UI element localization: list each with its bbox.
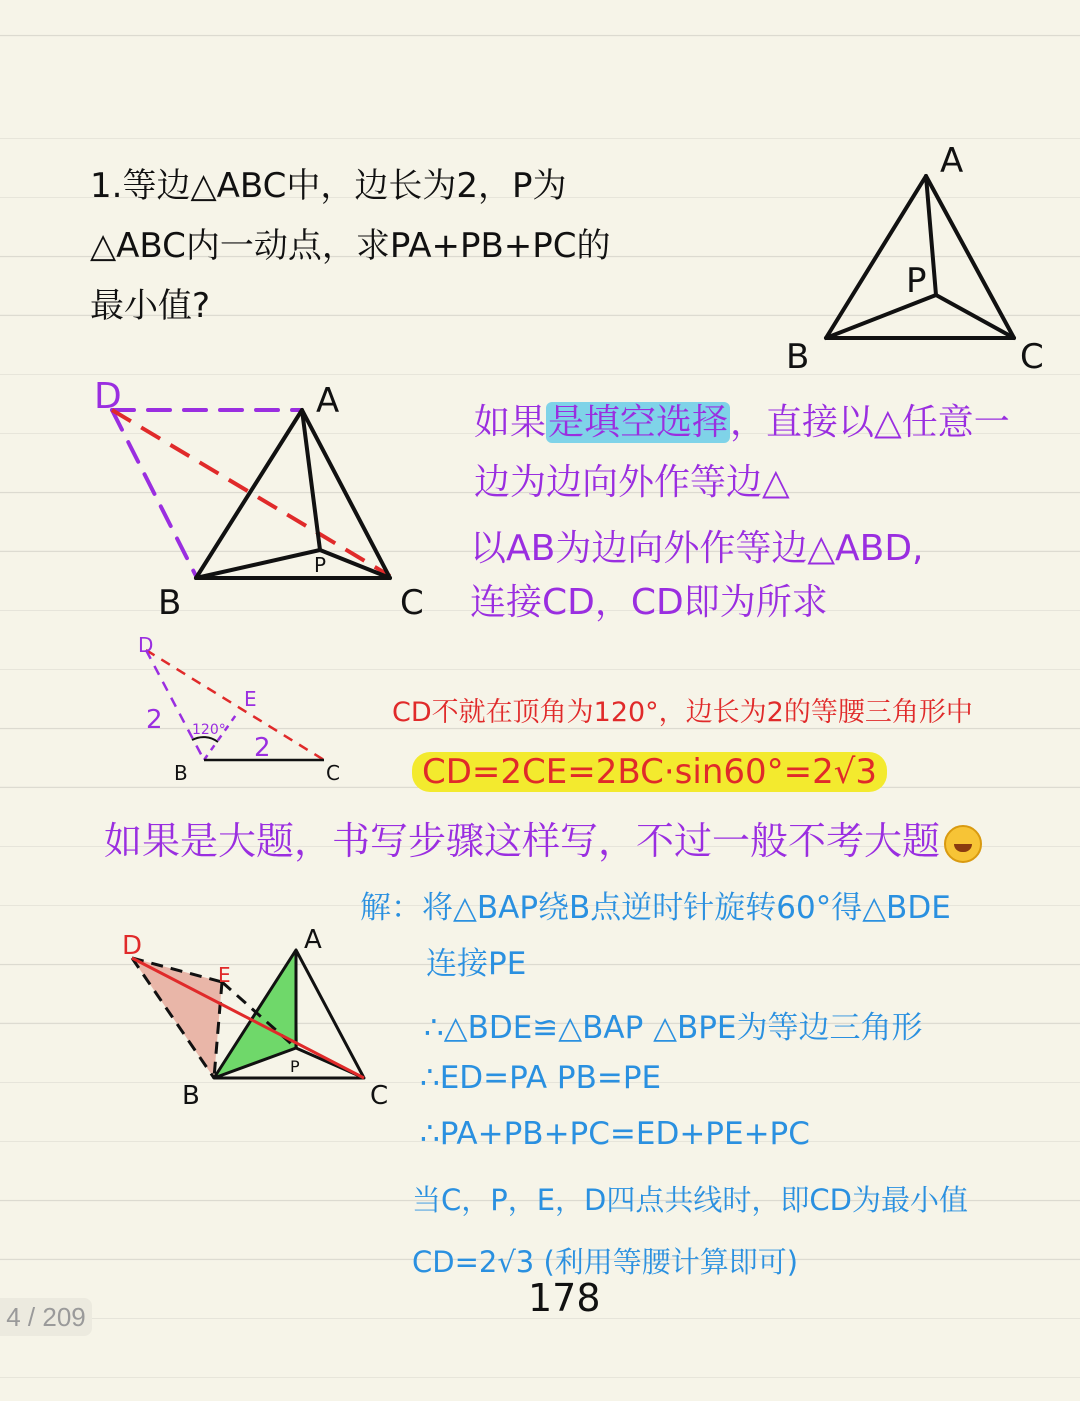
- tip-line-3: 以AB为边向外作等边△ABD,: [470, 528, 924, 569]
- solution-line-3: ∴△BDE≌△BAP △BPE为等边三角形: [424, 1010, 923, 1046]
- solution-line-7: CD=2√3 (利用等腰计算即可): [412, 1245, 799, 1279]
- big-question-line: [104, 810, 982, 865]
- fig3-label-b: B: [174, 761, 188, 785]
- fig2-label-a: A: [316, 381, 340, 421]
- dashed-dc-small: [146, 650, 324, 760]
- fig4-label-a: A: [304, 925, 322, 955]
- fig2-label-d: D: [94, 376, 122, 417]
- tip-post: ，直接以△任意一: [730, 402, 1010, 443]
- big-question-text: 如果是大题，书写步骤这样写，不过一般不考大题: [104, 819, 941, 863]
- figure-4-rotation: [110, 920, 410, 1120]
- tip-line-4: 连接CD，CD即为所求: [470, 582, 828, 623]
- fig2-label-c: C: [400, 583, 424, 623]
- solution-line-1: 解：将△BAP绕B点逆时针旋转60°得△BDE: [360, 890, 951, 926]
- fig1-label-b: B: [786, 337, 810, 377]
- fig4-label-e: E: [218, 963, 231, 987]
- segment-pb-2: [196, 550, 320, 578]
- problem-line-2: △ABC内一动点，求PA+PB+PC的: [90, 226, 611, 266]
- tip-line-1: [474, 394, 1010, 445]
- tip-pre: 如果: [474, 402, 547, 443]
- fig1-label-a: A: [940, 141, 964, 181]
- fig1-label-c: C: [1020, 337, 1044, 377]
- solution-line-5: ∴PA+PB+PC=ED+PE+PC: [420, 1116, 810, 1152]
- fig4-label-d: D: [122, 931, 143, 961]
- triangle-abc: [826, 176, 1014, 338]
- fig3-side-1: 2: [146, 705, 163, 735]
- figure-2-construction: [90, 370, 450, 623]
- problem-line-3: 最小值?: [90, 286, 211, 326]
- solution-line-2: 连接PE: [426, 946, 527, 982]
- figure-1-triangle: [780, 140, 1060, 380]
- problem-line-1: 1.等边△ABC中，边长为2，P为: [90, 166, 567, 206]
- triangle-abc-2: [196, 410, 390, 578]
- fig2-label-p: P: [314, 553, 327, 577]
- tip-line-2: 边为边向外作等边△: [474, 462, 790, 503]
- page-counter: 4 / 209: [0, 1298, 92, 1336]
- fig3-label-d: D: [138, 633, 154, 657]
- fig3-label-c: C: [326, 761, 340, 785]
- fig3-label-e: E: [244, 687, 257, 711]
- formula-line: [412, 752, 887, 792]
- formula-highlight: CD=2CE=2BC·sin60°=2√3: [412, 752, 887, 792]
- red-note: CD不就在顶角为120°，边长为2的等腰三角形中: [392, 697, 973, 728]
- segment-pb: [826, 295, 936, 338]
- fig3-side-2: 2: [254, 733, 271, 763]
- fig1-label-p: P: [906, 261, 927, 301]
- tip-highlight: 是填空选择: [548, 402, 729, 443]
- laughing-emoji-icon: [944, 825, 982, 863]
- fig4-label-p: P: [290, 1057, 300, 1076]
- fig4-label-b: B: [182, 1081, 200, 1111]
- fig4-label-c: C: [370, 1081, 389, 1111]
- figure-3-isosceles: [130, 630, 360, 790]
- fig3-angle-label: 120°: [192, 722, 226, 738]
- page-number: 178: [528, 1276, 601, 1320]
- fig2-label-b: B: [158, 583, 182, 623]
- solution-line-4: ∴ED=PA PB=PE: [420, 1060, 662, 1096]
- solution-line-6: 当C，P，E，D四点共线时，即CD为最小值: [412, 1183, 968, 1217]
